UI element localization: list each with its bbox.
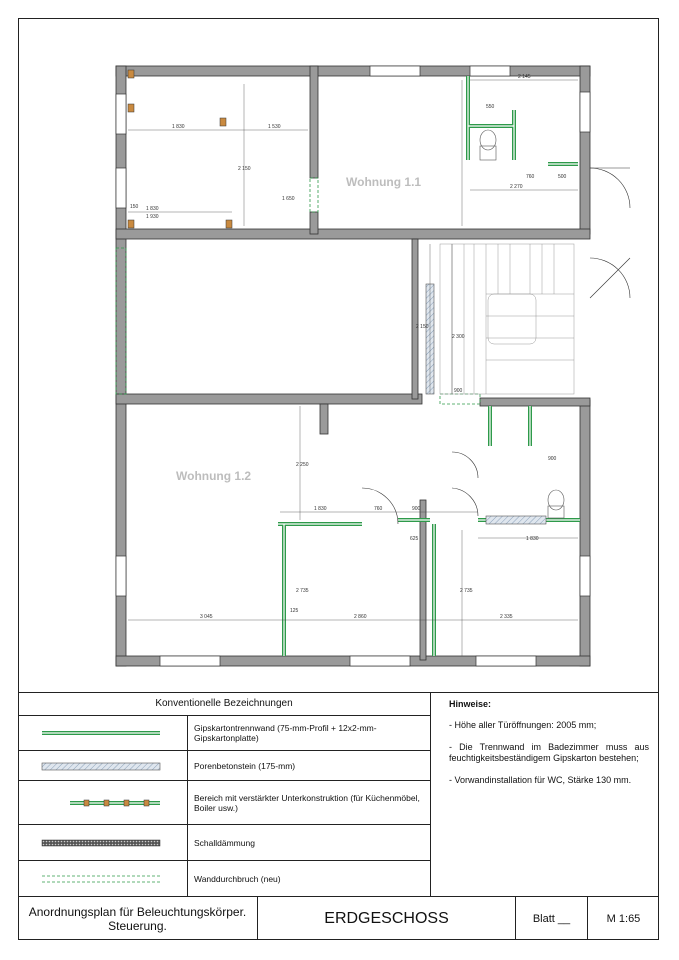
windows <box>116 66 590 666</box>
dim-label: 2 735 <box>296 588 309 594</box>
staircase <box>440 244 574 394</box>
reinforced-spots <box>128 70 232 228</box>
legend-row <box>18 715 430 751</box>
dim-label: 900 <box>454 388 463 394</box>
legend-row <box>18 825 430 861</box>
legend-text: Wanddurchbruch (neu) <box>194 874 281 884</box>
dim-label: 2 270 <box>510 184 523 190</box>
note-item: - Die Trennwand im Badezimmer muss aus feuchtigkeitsbeständigem Gipskarton bestehen; <box>449 742 649 763</box>
dim-label: 2 145 <box>518 74 531 80</box>
dim-label: 3 045 <box>200 614 213 620</box>
dim-label: 2 735 <box>460 588 473 594</box>
dim-label: 2 860 <box>354 614 367 620</box>
reinforced-symbol <box>18 781 188 824</box>
hatch-symbol <box>18 751 188 780</box>
dim-label: 500 <box>558 174 567 180</box>
note-item: - Höhe aller Türöffnungen: 2005 mm; <box>449 720 597 730</box>
legend-row <box>18 861 430 897</box>
dim-label: 2 250 <box>296 462 309 468</box>
legend-row <box>18 781 430 825</box>
dim-label: 125 <box>290 608 299 614</box>
dim-label: 1 650 <box>282 196 295 202</box>
dim-label: 1 830 <box>314 506 327 512</box>
dim-label: 1 530 <box>268 124 281 130</box>
dim-label: 150 <box>130 204 139 210</box>
dim-label: 760 <box>374 506 383 512</box>
dim-label: 625 <box>410 536 419 542</box>
dim-label: 2 335 <box>500 614 513 620</box>
dim-label: 1 930 <box>146 214 159 220</box>
soundproof-symbol <box>18 825 188 860</box>
legend-text: Gipskartontrennwand (75-mm-Profil + 12x2-mm-Gipskartonplatte) <box>194 722 377 743</box>
partition-symbol <box>18 715 188 750</box>
sheet-name: ERDGESCHOSS <box>258 897 516 940</box>
dim-label: 1 830 <box>146 206 159 212</box>
dim-label: 2 150 <box>238 166 251 172</box>
dimension-lines <box>128 80 578 656</box>
drawing-description: Anordnungsplan für Beleuchtungskörper. Steuerung. <box>18 897 258 940</box>
dim-label: 900 <box>548 456 557 462</box>
legend-row <box>18 751 430 781</box>
note-item: - Vorwandinstallation für WC, Stärke 130 mm. <box>449 775 632 785</box>
legend-text: Bereich mit verstärkter Unterkonstruktion (für Küchenmöbel, Boiler usw.) <box>194 792 420 813</box>
notes-heading: Hinweise: <box>449 699 492 709</box>
dim-label: 760 <box>526 174 535 180</box>
notes-panel <box>431 692 659 896</box>
legend-text: Schalldämmung <box>194 837 255 848</box>
legend <box>18 692 431 896</box>
dim-label: 2 300 <box>452 334 465 340</box>
dim-label: 1 830 <box>172 124 185 130</box>
legend-title: Konventionelle Bezeichnungen <box>18 693 430 716</box>
scale-label: M 1:65 <box>606 912 641 925</box>
dim-label: 2 150 <box>416 324 429 330</box>
dim-label: 550 <box>486 104 495 110</box>
dim-label: 900 <box>412 506 421 512</box>
title-block <box>18 896 659 940</box>
unit-label-2: Wohnung 1.2 <box>176 469 252 483</box>
legend-text: Porenbetonstein (175-mm) <box>194 760 296 771</box>
unit-label-1: Wohnung 1.1 <box>346 175 422 189</box>
dim-label: 1 830 <box>526 536 539 542</box>
exterior-walls <box>116 66 590 666</box>
opening-symbol <box>18 861 188 897</box>
sheet-number: Blatt __ <box>516 897 588 940</box>
